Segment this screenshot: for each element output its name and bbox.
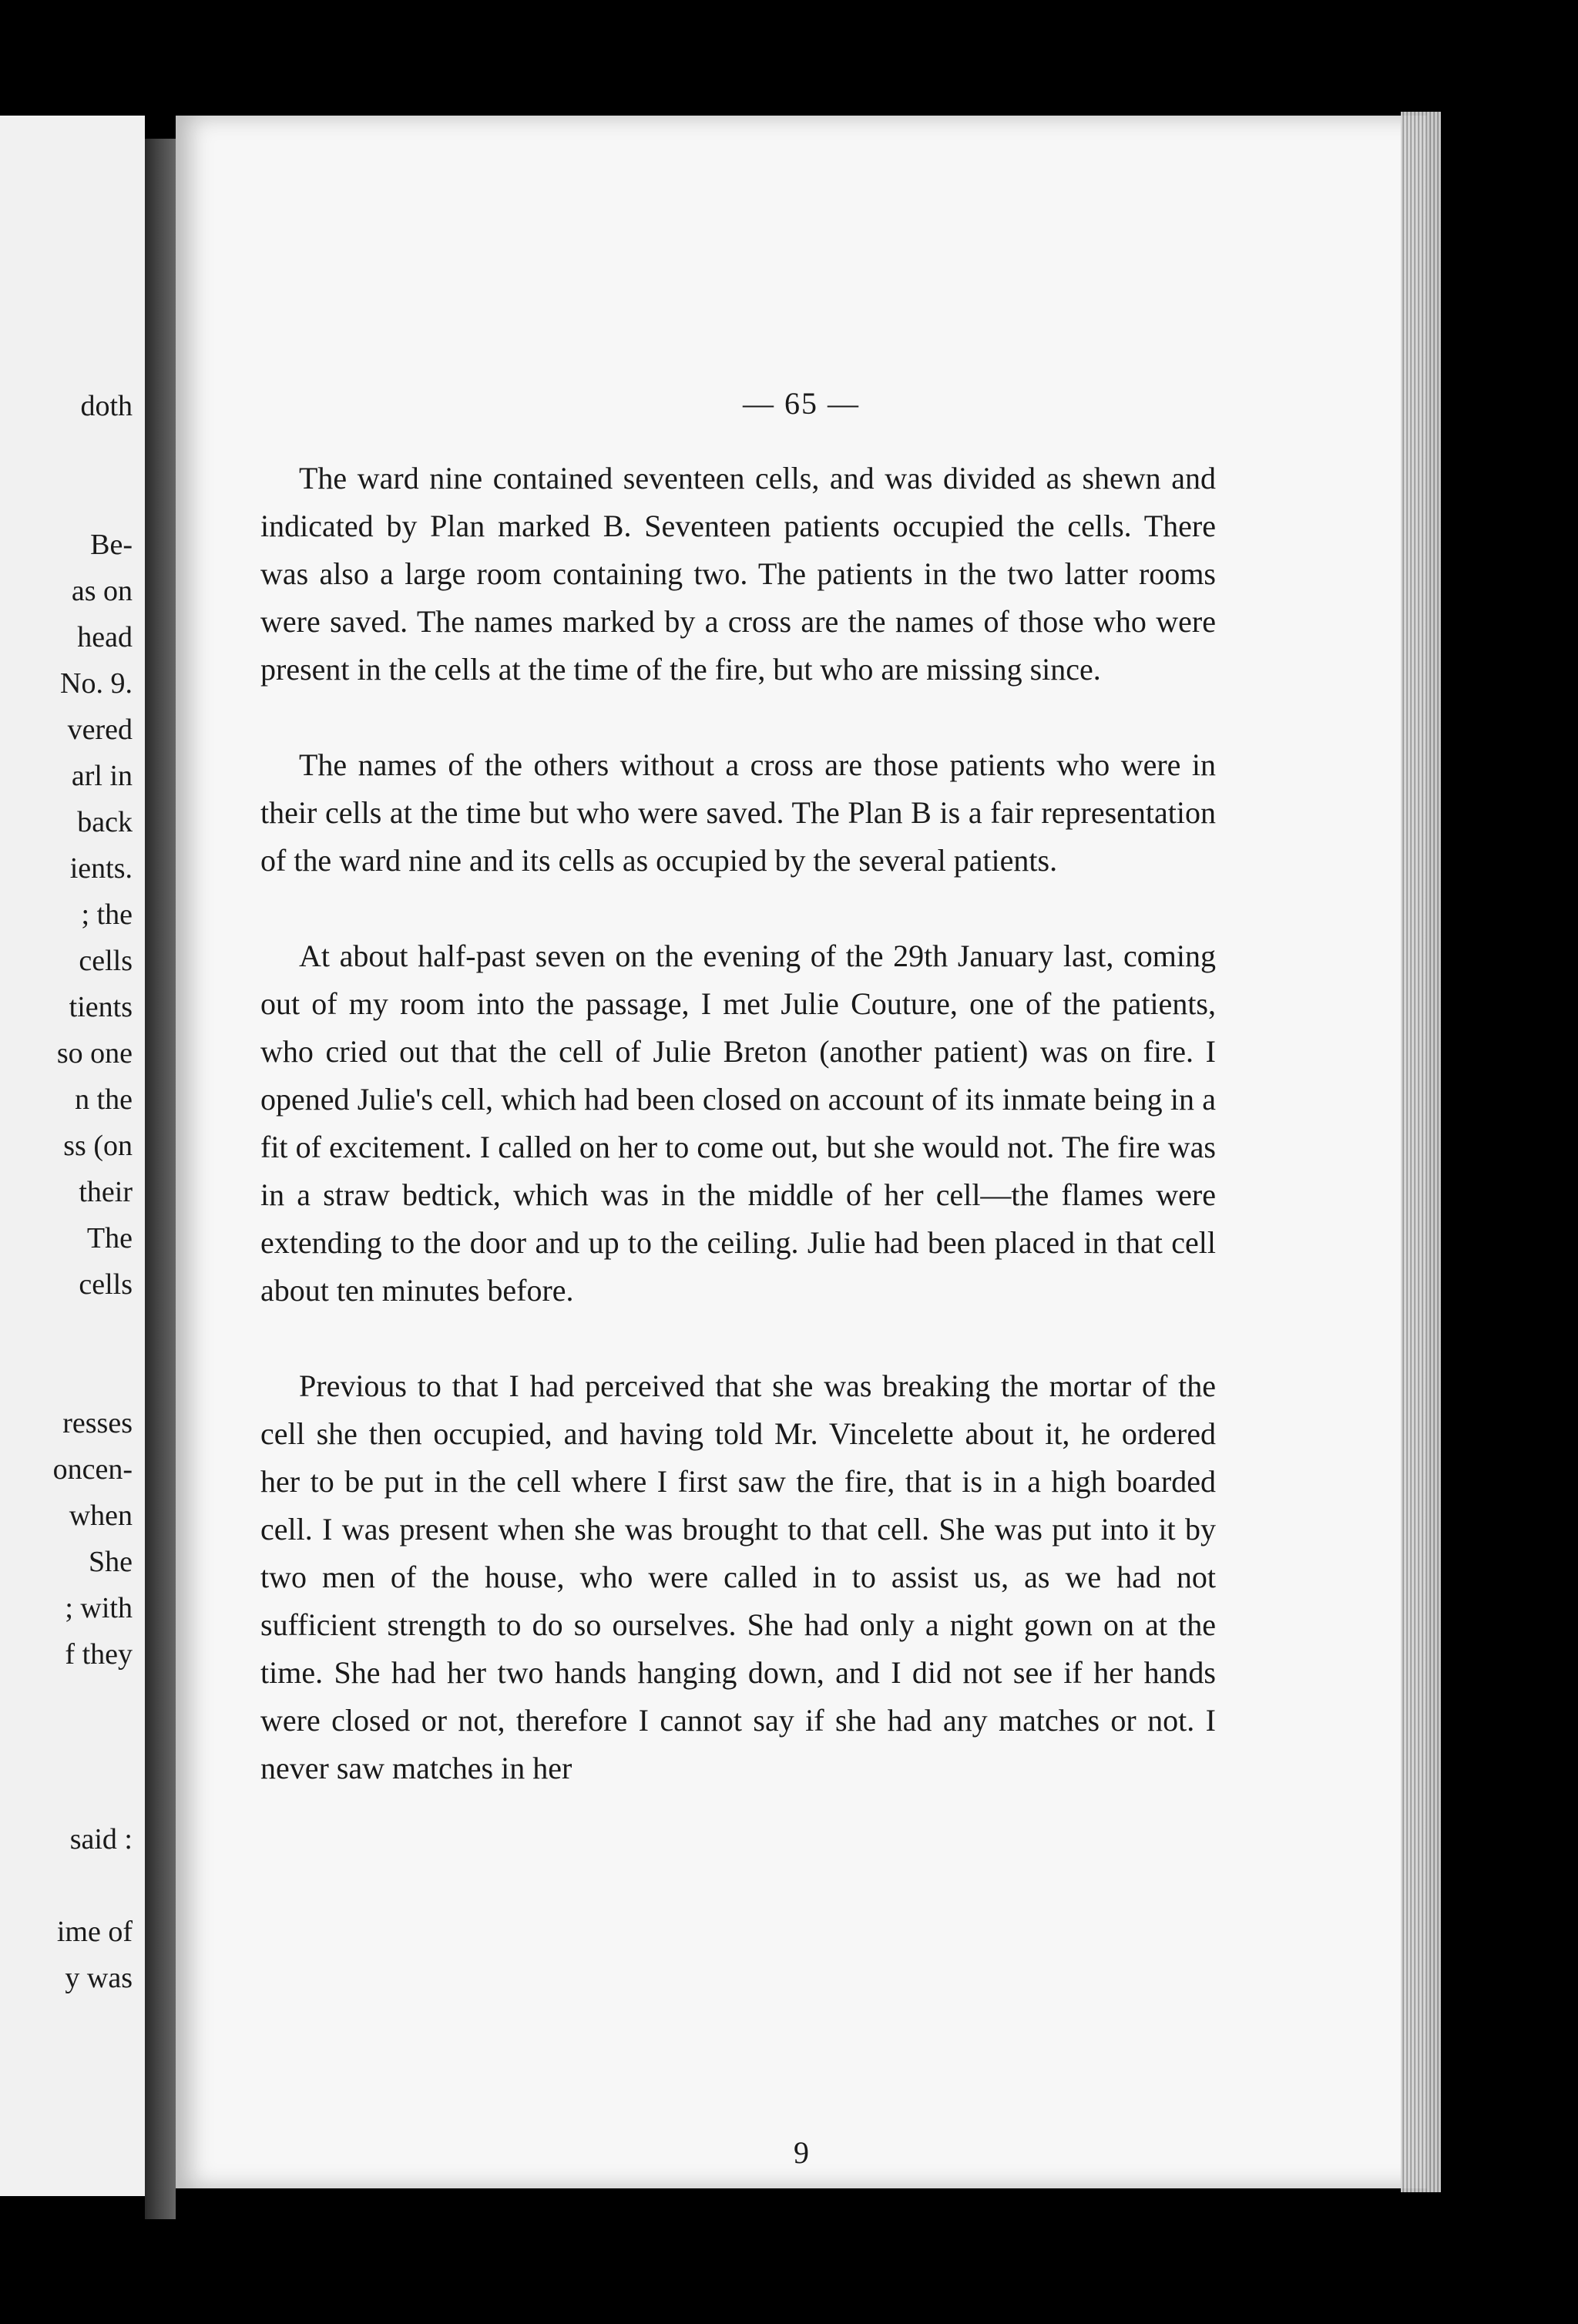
- left-fragment: ients.: [69, 852, 133, 885]
- page-edges: [1401, 112, 1441, 2192]
- book-gutter: [145, 139, 176, 2219]
- left-fragment: resses: [62, 1407, 133, 1439]
- paragraph-2: The names of the others without a cross are those patients who were in their cells at the time but who were saved. The Plan B is a fair representation of the ward nine and its cells as occupied by the several patients.: [260, 747, 1216, 878]
- left-fragment: ; with: [65, 1592, 133, 1624]
- signature-mark: 9: [794, 2135, 809, 2170]
- left-fragment: doth: [80, 390, 133, 422]
- left-fragment: oncen-: [52, 1453, 133, 1486]
- paragraph-4: Previous to that I had perceived that she was breaking the mortar of the cell she then occupied, and having told Mr. Vincelette about it, he ordered her to be put in the cell where I first saw the fire, that is in a high boarded cell. I was present when she was brought to that cell. She was put into it by two men of the house, who were called in to assist us, as we had not sufficient strength to do so ourselves. She had only a night gown on at the time. She had her two hands hanging down, and I did not see if her hands were closed or not, therefore I cannot say if she had any matches or not. I never saw matches in her: [260, 1369, 1216, 1785]
- left-fragment: cells: [79, 1268, 133, 1301]
- paragraph-3: At about half-past seven on the evening of the 29th January last, coming out of my room into the passage, I met Julie Couture, one of the patients, who cried out that the cell of Julie Breton (another patient) was on fire. I opened Julie's cell, which had been closed on account of its inmate being in a fit of excitement. I called on her to come out, but she would not. The fire was in a straw bedtick, which was in the middle of her cell—the flames were extending to the door and up to the ceiling. Julie had been placed in that cell about ten minutes before.: [260, 939, 1216, 1308]
- left-fragment: their: [79, 1176, 133, 1208]
- left-fragment: so one: [56, 1037, 133, 1070]
- left-fragment: vered: [67, 714, 133, 746]
- page-body: [260, 455, 1216, 1792]
- left-fragment: as on: [71, 575, 133, 607]
- left-fragment: ; the: [81, 898, 133, 931]
- left-fragment: f they: [65, 1638, 133, 1671]
- left-fragment: cells: [79, 945, 133, 977]
- left-fragment: y was: [65, 1962, 133, 1994]
- left-facing-page: [0, 116, 145, 2196]
- paragraph-1: The ward nine contained seventeen cells, and was divided as shewn and indicated by Plan marked B. Seventeen patients occupied the cells. There was also a large room containing two. The patients in the two latter rooms were saved. The names marked by a cross are the names of those who were present in the cells at the time of the fire, but who are missing since.: [260, 461, 1216, 687]
- left-fragment: ime of: [56, 1916, 133, 1948]
- page-number: — 65 —: [743, 386, 860, 421]
- left-fragment: head: [77, 621, 133, 653]
- left-fragment: Be-: [90, 529, 133, 561]
- left-fragment: arl in: [71, 760, 133, 792]
- main-page: [176, 116, 1427, 2188]
- left-fragment: ss (on: [63, 1130, 133, 1162]
- left-fragment: The: [86, 1222, 133, 1254]
- left-fragment: No. 9.: [60, 667, 133, 700]
- left-fragment: tients: [69, 991, 133, 1023]
- left-fragment: She: [89, 1546, 133, 1578]
- left-fragment: said :: [69, 1823, 133, 1856]
- left-fragment: n the: [75, 1083, 133, 1116]
- left-fragment: back: [77, 806, 133, 838]
- left-fragment: when: [69, 1500, 133, 1532]
